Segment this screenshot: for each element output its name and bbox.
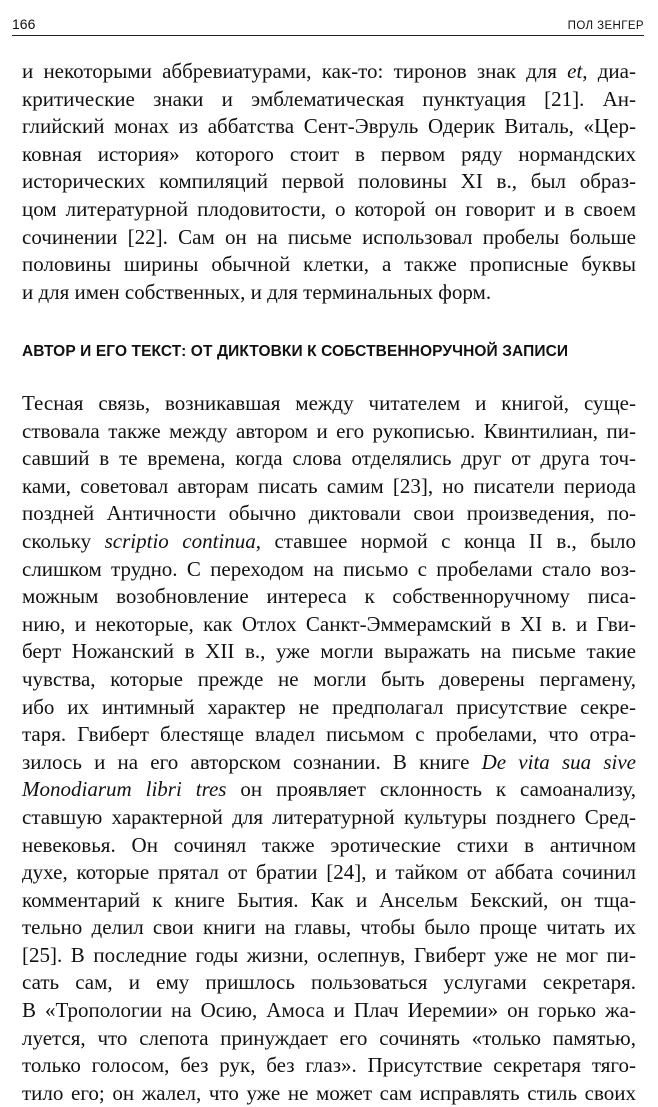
text-line: ками, советовал авторам писать самим [23], но писатели периода [22, 473, 636, 498]
text-line: глийский монах из аббатства Сент-Эвруль Одерик Виталь, «Цер- [22, 114, 636, 139]
text-line: и для имен собственных, и для терминальных форм. [22, 279, 492, 304]
text-line: половины ширины обычной клетки, а также прописные буквы [22, 252, 636, 277]
text-line: ставшую характерной для литературной культуры позднего Сред- [22, 804, 636, 829]
text-line: таря. Гвиберт блестяще владел письмом с пробелами, что отра- [22, 722, 636, 747]
text-line: ствовала также между автором и его рукописью. Квинтилиан, пи- [22, 418, 636, 443]
paragraph-2 [22, 390, 636, 1107]
text-line: цом литературной плодовитости, о которой он говорит и в своем [22, 196, 636, 221]
text-line: луется, что слепота принуждает его сочинять «только памятью, [22, 1025, 636, 1050]
text-line: только голосом, без рук, без глаз». Присутствие секретаря тяго- [22, 1053, 636, 1078]
text-line: скольку scriptio continua, ставшее нормой с конца II в., было [22, 528, 636, 553]
text-line: [25]. В последние годы жизни, ослепнув, Гвиберт уже не мог пи- [22, 942, 636, 967]
text-line: критические знаки и эмблематическая пунктуация [21]. Ан- [22, 86, 636, 111]
text-line: духе, которые прятал от братии [24], и тайком от аббата сочинил [22, 860, 636, 885]
text-line: ковная история» которого стоит в первом ряду нормандских [22, 141, 636, 166]
text-line: исторических компиляций первой половины XI в., был образ- [22, 169, 636, 194]
text-line: поздней Античности обычно диктовали свои произведения, по- [22, 501, 636, 526]
page-number: 166 [12, 16, 36, 32]
text-line: ибо их интимный характер не предполагал присутствие секре- [22, 694, 636, 719]
text-line: нию, и некоторые, как Отлох Санкт-Эммерамский в XI в. и Гви- [22, 611, 636, 636]
page-header [12, 10, 644, 36]
text-line: сать сам, и ему пришлось пользоваться услугами секретаря. [22, 970, 636, 995]
text-line: зилось и на его авторском сознании. В книге De vita sua sive [22, 749, 636, 774]
text-line: савший в те времена, когда слова отделялись друг от друга точ- [22, 446, 636, 471]
text-line: сочинении [22]. Сам он на письме использовал пробелы больше [22, 224, 636, 249]
text-line: и некоторыми аббревиатурами, как-то: тиронов знак для et, диа- [22, 59, 636, 83]
text-line: комментарий к книге Бытия. Как и Ансельм Бекский, он тща- [22, 887, 636, 912]
text-line: слишком трудно. С переходом на письмо с пробелами стало воз- [22, 556, 636, 581]
text-line: невековья. Он сочинял также эротические стихи в античном [22, 832, 636, 857]
section-heading: АВТОР И ЕГО ТЕКСТ: ОТ ДИКТОВКИ К СОБСТВЕННОРУЧНОЙ ЗАПИСИ [22, 343, 569, 360]
text-line: Тесная связь, возникавшая между читателем и книгой, суще- [22, 391, 636, 415]
running-head: ПОЛ ЗЕНГЕР [567, 20, 644, 32]
paragraph-1 [22, 58, 636, 306]
text-line: Monodiarum libri tres он проявляет склонность к самоанализу, [22, 777, 636, 802]
text-line: берт Ножанский в XII в., уже могли выражать на письме такие [22, 639, 636, 664]
text-line: можным возобновление интереса к собственноручному писа- [22, 584, 636, 609]
text-line: тило его; он жалел, что уже не может сам исправлять стиль своих [22, 1080, 636, 1105]
text-line: тельно делил свои книги на главы, чтобы было проще читать их [22, 915, 636, 940]
text-line: чувства, которые прежде не могли быть доверены пергамену, [22, 666, 636, 691]
text-line: В «Тропологии на Осию, Амоса и Плач Иеремии» он горько жа- [22, 998, 636, 1023]
